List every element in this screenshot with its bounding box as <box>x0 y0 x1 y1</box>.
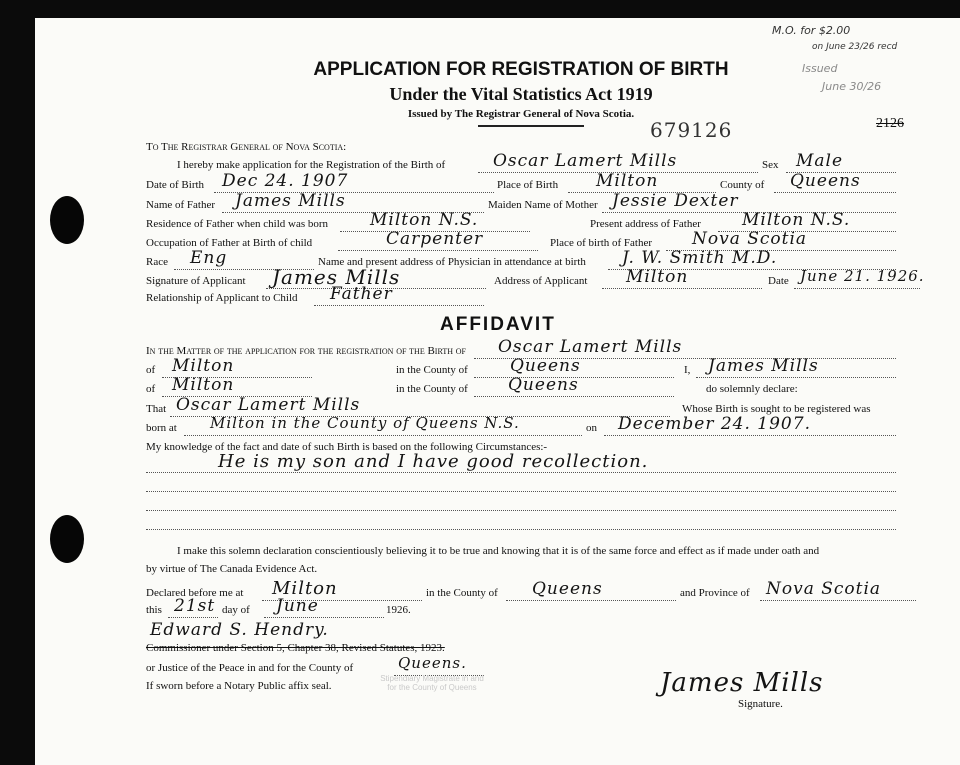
affidavit-county-value-2: Queens <box>508 375 579 395</box>
commissioner-signature: Edward S. Hendry. <box>150 620 329 640</box>
occupation-label: Occupation of Father at Birth of child <box>146 237 313 249</box>
sex-value: Male <box>796 151 844 171</box>
born-at-label: born at <box>146 422 177 434</box>
child-name-value: Oscar Lamert Mills <box>493 151 678 171</box>
declarant-signature: James Mills <box>660 668 824 698</box>
sex-label: Sex <box>762 159 779 171</box>
father-label: Name of Father <box>146 199 216 211</box>
in-county-label: in the County of <box>396 364 468 376</box>
province-label: and Province of <box>680 587 750 599</box>
old-registration-number: 2126 <box>876 116 904 131</box>
signature-label: Signature of Applicant <box>146 275 246 287</box>
to-registrar: To The Registrar General of Nova Scotia: <box>146 141 347 153</box>
date-value: June 21. 1926. <box>800 267 925 285</box>
date-label: Date <box>768 275 789 287</box>
affidavit-county-value: Queens <box>510 356 581 376</box>
stamp-line-1: Stipendiary Magistrate in and <box>380 674 484 683</box>
of-label-2: of <box>146 383 156 395</box>
year-value: 1926. <box>386 604 411 616</box>
declaration-text-1: I make this solemn declaration conscientiously believing it to be true and knowing that it is of the same force and effect as if made under oath and <box>177 545 820 557</box>
present-address-value: Milton N.S. <box>742 210 851 230</box>
pob-value: Milton <box>596 171 659 191</box>
race-value: Eng <box>190 248 228 268</box>
whose-birth-label: Whose Birth is sought to be registered was <box>682 403 871 415</box>
on-label: on <box>586 422 597 434</box>
form-title: APPLICATION FOR REGISTRATION OF BIRTH <box>313 59 729 80</box>
applicant-signature: James Mills <box>272 265 401 289</box>
physician-label: Name and present address of Physician in attendance at birth <box>318 256 586 268</box>
declare-label: do solemnly declare: <box>706 383 798 395</box>
of-label: of <box>146 364 156 376</box>
in-matter-label: In the Matter of the application for the registration of the Birth of <box>146 345 466 357</box>
notary-label: If sworn before a Notary Public affix seal. <box>146 680 332 692</box>
in-county-label-2: in the County of <box>396 383 468 395</box>
justice-county-value: Queens. <box>398 654 467 672</box>
magistrate-stamp <box>352 674 512 692</box>
punch-hole <box>50 196 84 244</box>
day-value: 21st <box>174 596 216 616</box>
registration-number: 679126 <box>650 118 733 142</box>
i-label: I, <box>684 364 691 376</box>
stamp-line-2: for the County of Queens <box>387 683 477 692</box>
race-label: Race <box>146 256 168 268</box>
occupation-value: Carpenter <box>386 229 484 249</box>
relationship-label: Relationship of Applicant to Child <box>146 292 298 304</box>
month-value: June <box>276 596 319 616</box>
punch-hole <box>50 515 84 563</box>
applicant-address-label: Address of Applicant <box>494 275 588 287</box>
money-order-date-note: on June 23/26 recd <box>812 42 898 52</box>
form-subtitle: Under the Vital Statistics Act 1919 <box>389 84 653 104</box>
affidavit-title: AFFIDAVIT <box>440 314 556 335</box>
dob-value: Dec 24. 1907 <box>222 171 349 191</box>
day-of-label: day of <box>222 604 250 616</box>
born-on-value: December 24. 1907. <box>618 414 811 434</box>
header-rule <box>478 125 584 127</box>
pob-label: Place of Birth <box>497 179 559 191</box>
declared-county-value: Queens <box>532 579 603 599</box>
province-value: Nova Scotia <box>766 579 882 599</box>
father-birthplace-value: Nova Scotia <box>692 229 808 249</box>
pencil-issued-note: Issued <box>802 62 838 75</box>
present-address-label: Present address of Father <box>590 218 701 230</box>
pencil-date-note: June 30/26 <box>822 80 882 93</box>
physician-value: J. W. Smith M.D. <box>622 248 778 268</box>
issued-by: Issued by The Registrar General of Nova Scotia. <box>407 108 635 120</box>
justice-label: or Justice of the Peace in and for the County of <box>146 662 354 674</box>
county-value: Queens <box>790 171 861 191</box>
commissioner-label: Commissioner under Section 5, Chapter 38, Revised Statutes, 1923. <box>146 642 445 654</box>
circumstances-value: He is my son and I have good recollection. <box>218 451 649 472</box>
residence-label: Residence of Father when child was born <box>146 218 329 230</box>
this-label: this <box>146 604 162 616</box>
relationship-value: Father <box>330 284 393 304</box>
affidavit-of-value-2: Milton <box>172 375 235 395</box>
mother-maiden-value: Jessie Dexter <box>612 191 739 211</box>
county-label: County of <box>720 179 765 191</box>
affidavit-child-name: Oscar Lamert Mills <box>498 337 683 357</box>
affidavit-of-value: Milton <box>172 356 235 376</box>
declared-place-value: Milton <box>272 578 338 599</box>
applicant-address-value: Milton <box>626 267 689 287</box>
declarant-name: James Mills <box>708 356 819 376</box>
maiden-label: Maiden Name of Mother <box>488 199 598 211</box>
knowledge-label: My knowledge of the fact and date of such Birth is based on the following Circumstances:- <box>146 441 548 453</box>
that-name-value: Oscar Lamert Mills <box>176 395 361 415</box>
residence-value: Milton N.S. <box>370 210 479 230</box>
dob-label: Date of Birth <box>146 179 205 191</box>
that-label: That <box>146 403 167 415</box>
declared-before-label: Declared before me at <box>146 587 244 599</box>
declaration-text-2: by virtue of The Canada Evidence Act. <box>146 563 318 575</box>
intro-label: I hereby make application for the Registration of the Birth of <box>177 159 446 171</box>
father-birthplace-label: Place of birth of Father <box>550 237 653 249</box>
born-at-value: Milton in the County of Queens N.S. <box>210 414 520 432</box>
declared-county-label: in the County of <box>426 587 498 599</box>
signature-caption: Signature. <box>738 698 783 710</box>
father-value: James Mills <box>235 191 346 211</box>
money-order-note: M.O. for $2.00 <box>772 24 851 37</box>
